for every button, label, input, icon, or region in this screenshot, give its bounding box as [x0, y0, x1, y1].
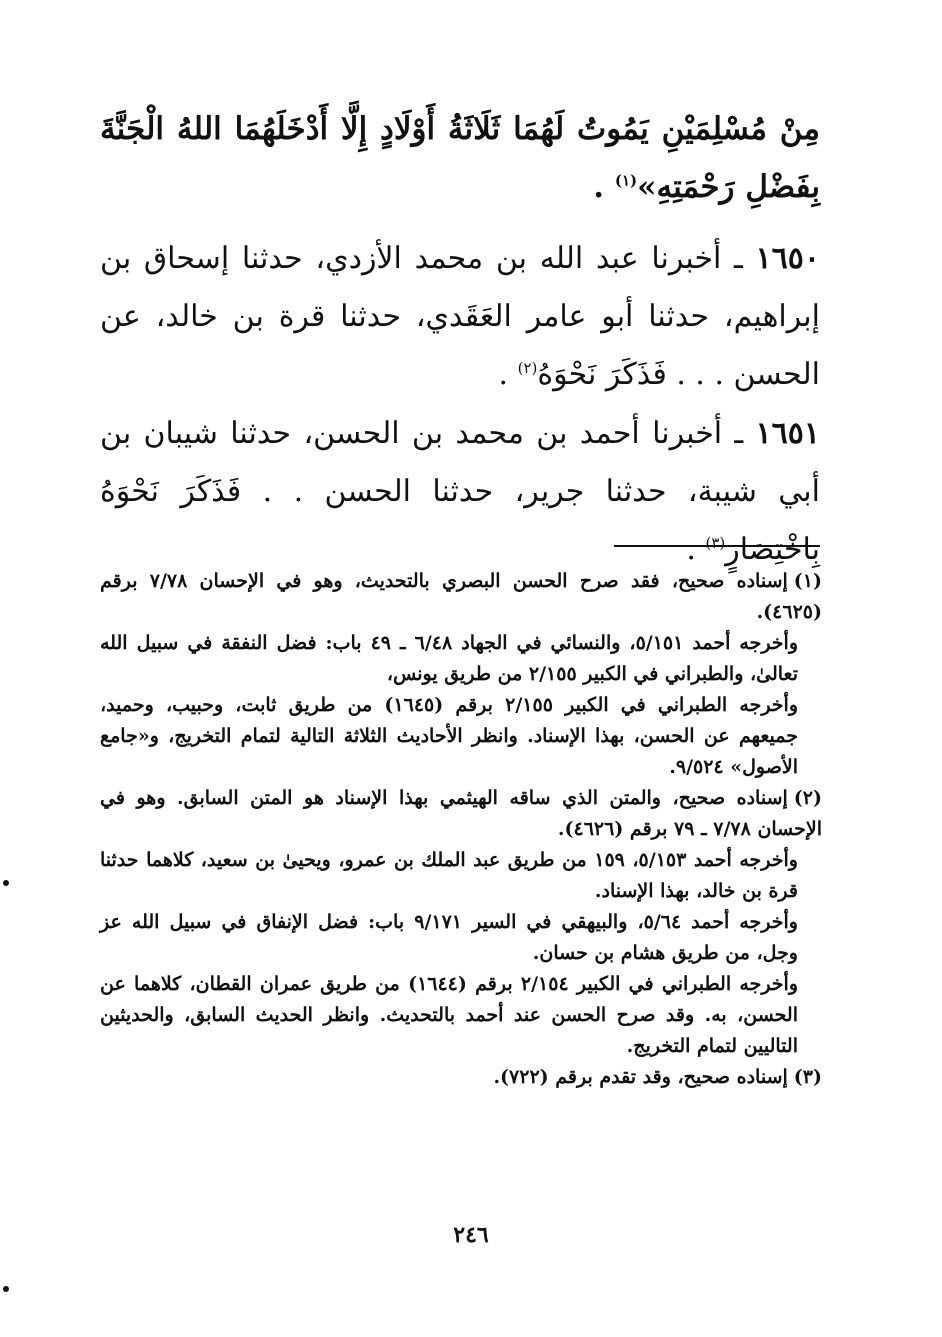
footnote-text: إسناده صحيح، فقد صرح الحسن البصري بالتحديث، وهو في الإحسان ٧/٧٨ برقم (٤٦٢٥).	[100, 570, 822, 623]
footnote-2-continuation	[100, 845, 822, 907]
footnote-2-continuation	[100, 907, 822, 969]
scan-speck	[3, 1286, 9, 1292]
footnote-1	[100, 566, 822, 628]
footnote-mark: (٢)	[793, 787, 822, 809]
footnote-text: وأخرجه الطبراني في الكبير ٢/١٥٤ برقم (١٦٤٤) من طريق عمران القطان، كلاهما عن الحسن، به. وقد صرح الحسن عند أحمد بالتحديث. وانظر الحديث السابق، والحديثين التاليين لتمام التخريج.	[100, 973, 798, 1057]
footnote-text: وأخرجه الطبراني في الكبير ٢/١٥٥ برقم (١٦٤٥) من طريق ثابت، وحبيب، وحميد، جميعهم عن الحسن، بهذا الإسناد. وانظر الأحاديث الثلاثة التالية لتمام التخريج، و«جامع الأصول» ٩/٥٢٤.	[100, 694, 799, 778]
footnote-mark: (١)	[793, 570, 822, 592]
footnotes	[100, 566, 822, 1093]
footnote-text: وأخرجه أحمد ٥/١٥٣، ١٥٩ من طريق عبد الملك بن عمرو، ويحيىٰ بن سعيد، كلاهما حدثنا قرة بن خالد، بهذا الإسناد.	[100, 849, 798, 902]
footnote-separator	[614, 545, 820, 547]
footnote-text: وأخرجه أحمد ٥/١٥١، والنسائي في الجهاد ٦/٤٨ ـ ٤٩ باب: فضل النفقة في سبيل الله تعالىٰ، والطبراني في الكبير ٢/١٥٥ من طريق يونس،	[100, 632, 799, 685]
hadith-number: ١٦٥٠	[755, 241, 820, 276]
footnote-1-continuation	[100, 690, 822, 783]
hadith-1650	[100, 230, 820, 404]
footnote-ref-2: (٢)	[517, 359, 538, 377]
hadith-end: .	[498, 357, 518, 392]
footnote-ref-1: (١)	[614, 171, 638, 190]
scan-speck	[3, 880, 9, 886]
hadith-number: ١٦٥١	[755, 416, 820, 451]
footnote-1-continuation	[100, 628, 822, 690]
hadith-end: .	[686, 532, 706, 567]
footnote-3	[100, 1062, 822, 1093]
hadith-1651	[100, 405, 820, 579]
hadith-continuation-text: مِنْ مُسْلِمَيْنِ يَمُوتُ لَهُمَا ثَلَاثَةُ أَوْلَادٍ إِلَّا أَدْخَلَهُمَا اللهُ الْجَنَّةَ بِفَضْلِ رَحْمَتِهِ»	[100, 111, 820, 205]
footnote-text: إسناده صحيح، والمتن الذي ساقه الهيثمي بهذا الإسناد هو المتن السابق. وهو في الإحسان ٧/٧٨ ـ ٧٩ برقم (٤٦٢٦).	[100, 787, 822, 840]
hadith-continuation-end: .	[593, 169, 615, 205]
footnote-2-continuation	[100, 969, 822, 1062]
hadith-text: ـ أخبرنا أحمد بن محمد بن الحسن، حدثنا شيبان بن أبي شيبة، حدثنا جرير، حدثنا الحسن . . فَذَكَرَ نَحْوَهُ بِاخْتِصَارٍ	[100, 416, 820, 567]
footnote-mark: (٣)	[793, 1066, 822, 1088]
footnote-text: وأخرجه أحمد ٥/٦٤، والبيهقي في السير ٩/١٧١ باب: فضل الإنفاق في سبيل الله عز وجل، من طريق هشام بن حسان.	[100, 911, 798, 964]
hadith-text: ـ أخبرنا عبد الله بن محمد الأزدي، حدثنا إسحاق بن إبراهيم، حدثنا أبو عامر العَقَدي، حدثنا قرة بن خالد، عن الحسن . . . فَذَكَرَ نَحْوَهُ	[100, 241, 820, 392]
footnote-2	[100, 783, 822, 845]
footnote-ref-3: (٣)	[705, 534, 726, 552]
hadith-continuation	[100, 100, 820, 216]
page-number: ٢٤٦	[453, 1222, 489, 1248]
footnote-text: إسناده صحيح، وقد تقدم برقم (٧٢٢).	[493, 1066, 788, 1088]
